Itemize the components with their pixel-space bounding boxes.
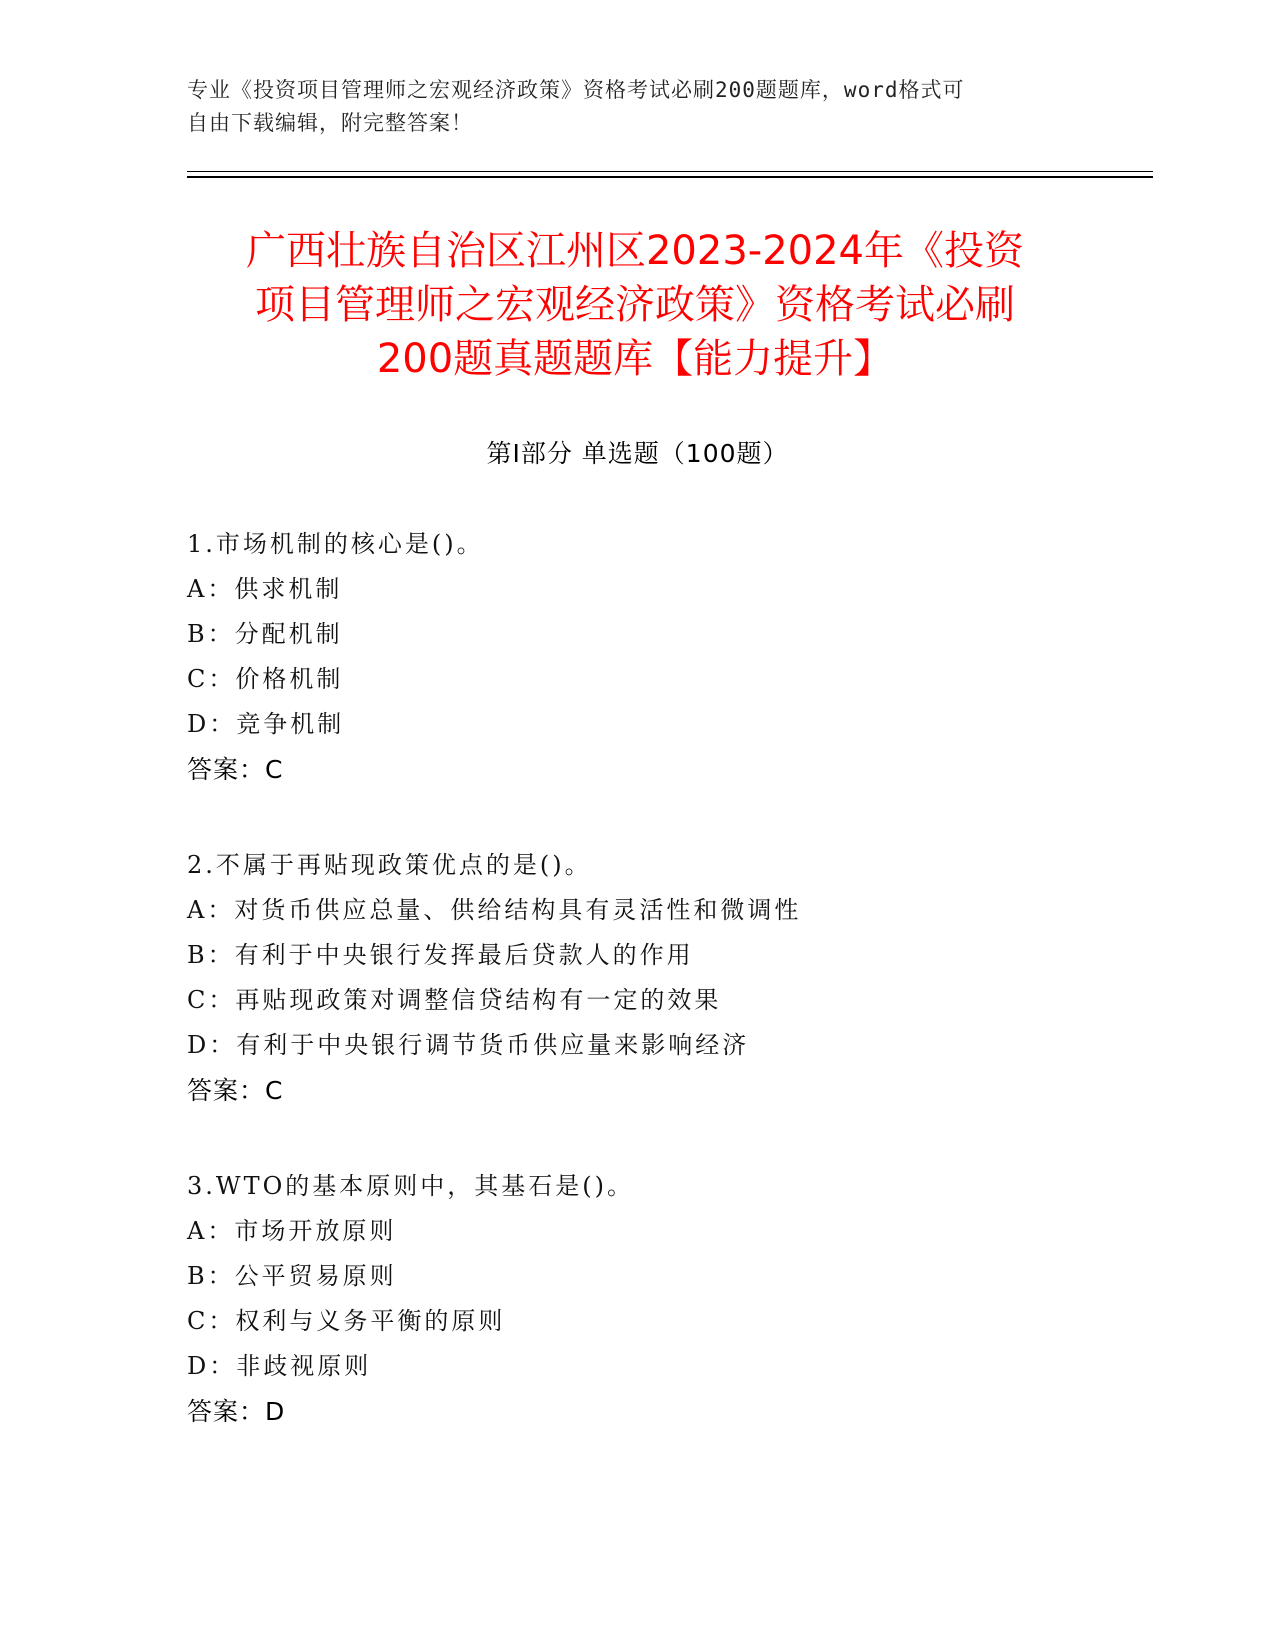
answer: 答案：C (187, 755, 284, 784)
option-b: B：有利于中央银行发挥最后贷款人的作用 (187, 941, 694, 969)
header-note-line-2: 自由下载编辑，附完整答案！ (187, 111, 473, 135)
option-c: C：再贴现政策对调整信贷结构有一定的效果 (187, 986, 722, 1014)
option-b: B：公平贸易原则 (187, 1262, 397, 1290)
document-title (180, 224, 1090, 386)
option-a: A：市场开放原则 (187, 1217, 397, 1245)
question-stem: 2.不属于再贴现政策优点的是()。 (187, 851, 592, 879)
question-2 (187, 843, 1147, 1113)
question-1 (187, 522, 1147, 792)
option-d: D：有利于中央银行调节货币供应量来影响经济 (187, 1031, 750, 1059)
option-a: A：供求机制 (187, 575, 343, 603)
question-list (187, 522, 1147, 1485)
answer: 答案：D (187, 1397, 286, 1426)
document-title-line-3: 200题真题题库【能力提升】 (376, 336, 894, 382)
question-stem: 3.WTO的基本原则中，其基石是()。 (187, 1172, 634, 1200)
document-title-line-1: 广西壮族自治区江州区2023-2024年《投资 (245, 228, 1025, 274)
option-c: C：价格机制 (187, 665, 344, 693)
header-divider-thick (187, 176, 1153, 178)
option-a: A：对货币供应总量、供给结构具有灵活性和微调性 (187, 896, 802, 924)
option-d: D：非歧视原则 (187, 1352, 372, 1380)
option-d: D：竞争机制 (187, 710, 345, 738)
option-c: C：权利与义务平衡的原则 (187, 1307, 506, 1335)
document-title-line-2: 项目管理师之宏观经济政策》资格考试必刷 (255, 282, 1015, 328)
header-note (187, 74, 1067, 140)
header-divider-thin (187, 171, 1153, 172)
answer: 答案：C (187, 1076, 284, 1105)
header-note-line-1: 专业《投资项目管理师之宏观经济政策》资格考试必刷200题题库，word格式可 (187, 78, 965, 102)
question-3 (187, 1164, 1147, 1434)
question-stem: 1.市场机制的核心是()。 (187, 530, 484, 558)
option-b: B：分配机制 (187, 620, 343, 648)
section-heading: 第Ⅰ部分 单选题（100题） (486, 439, 789, 468)
